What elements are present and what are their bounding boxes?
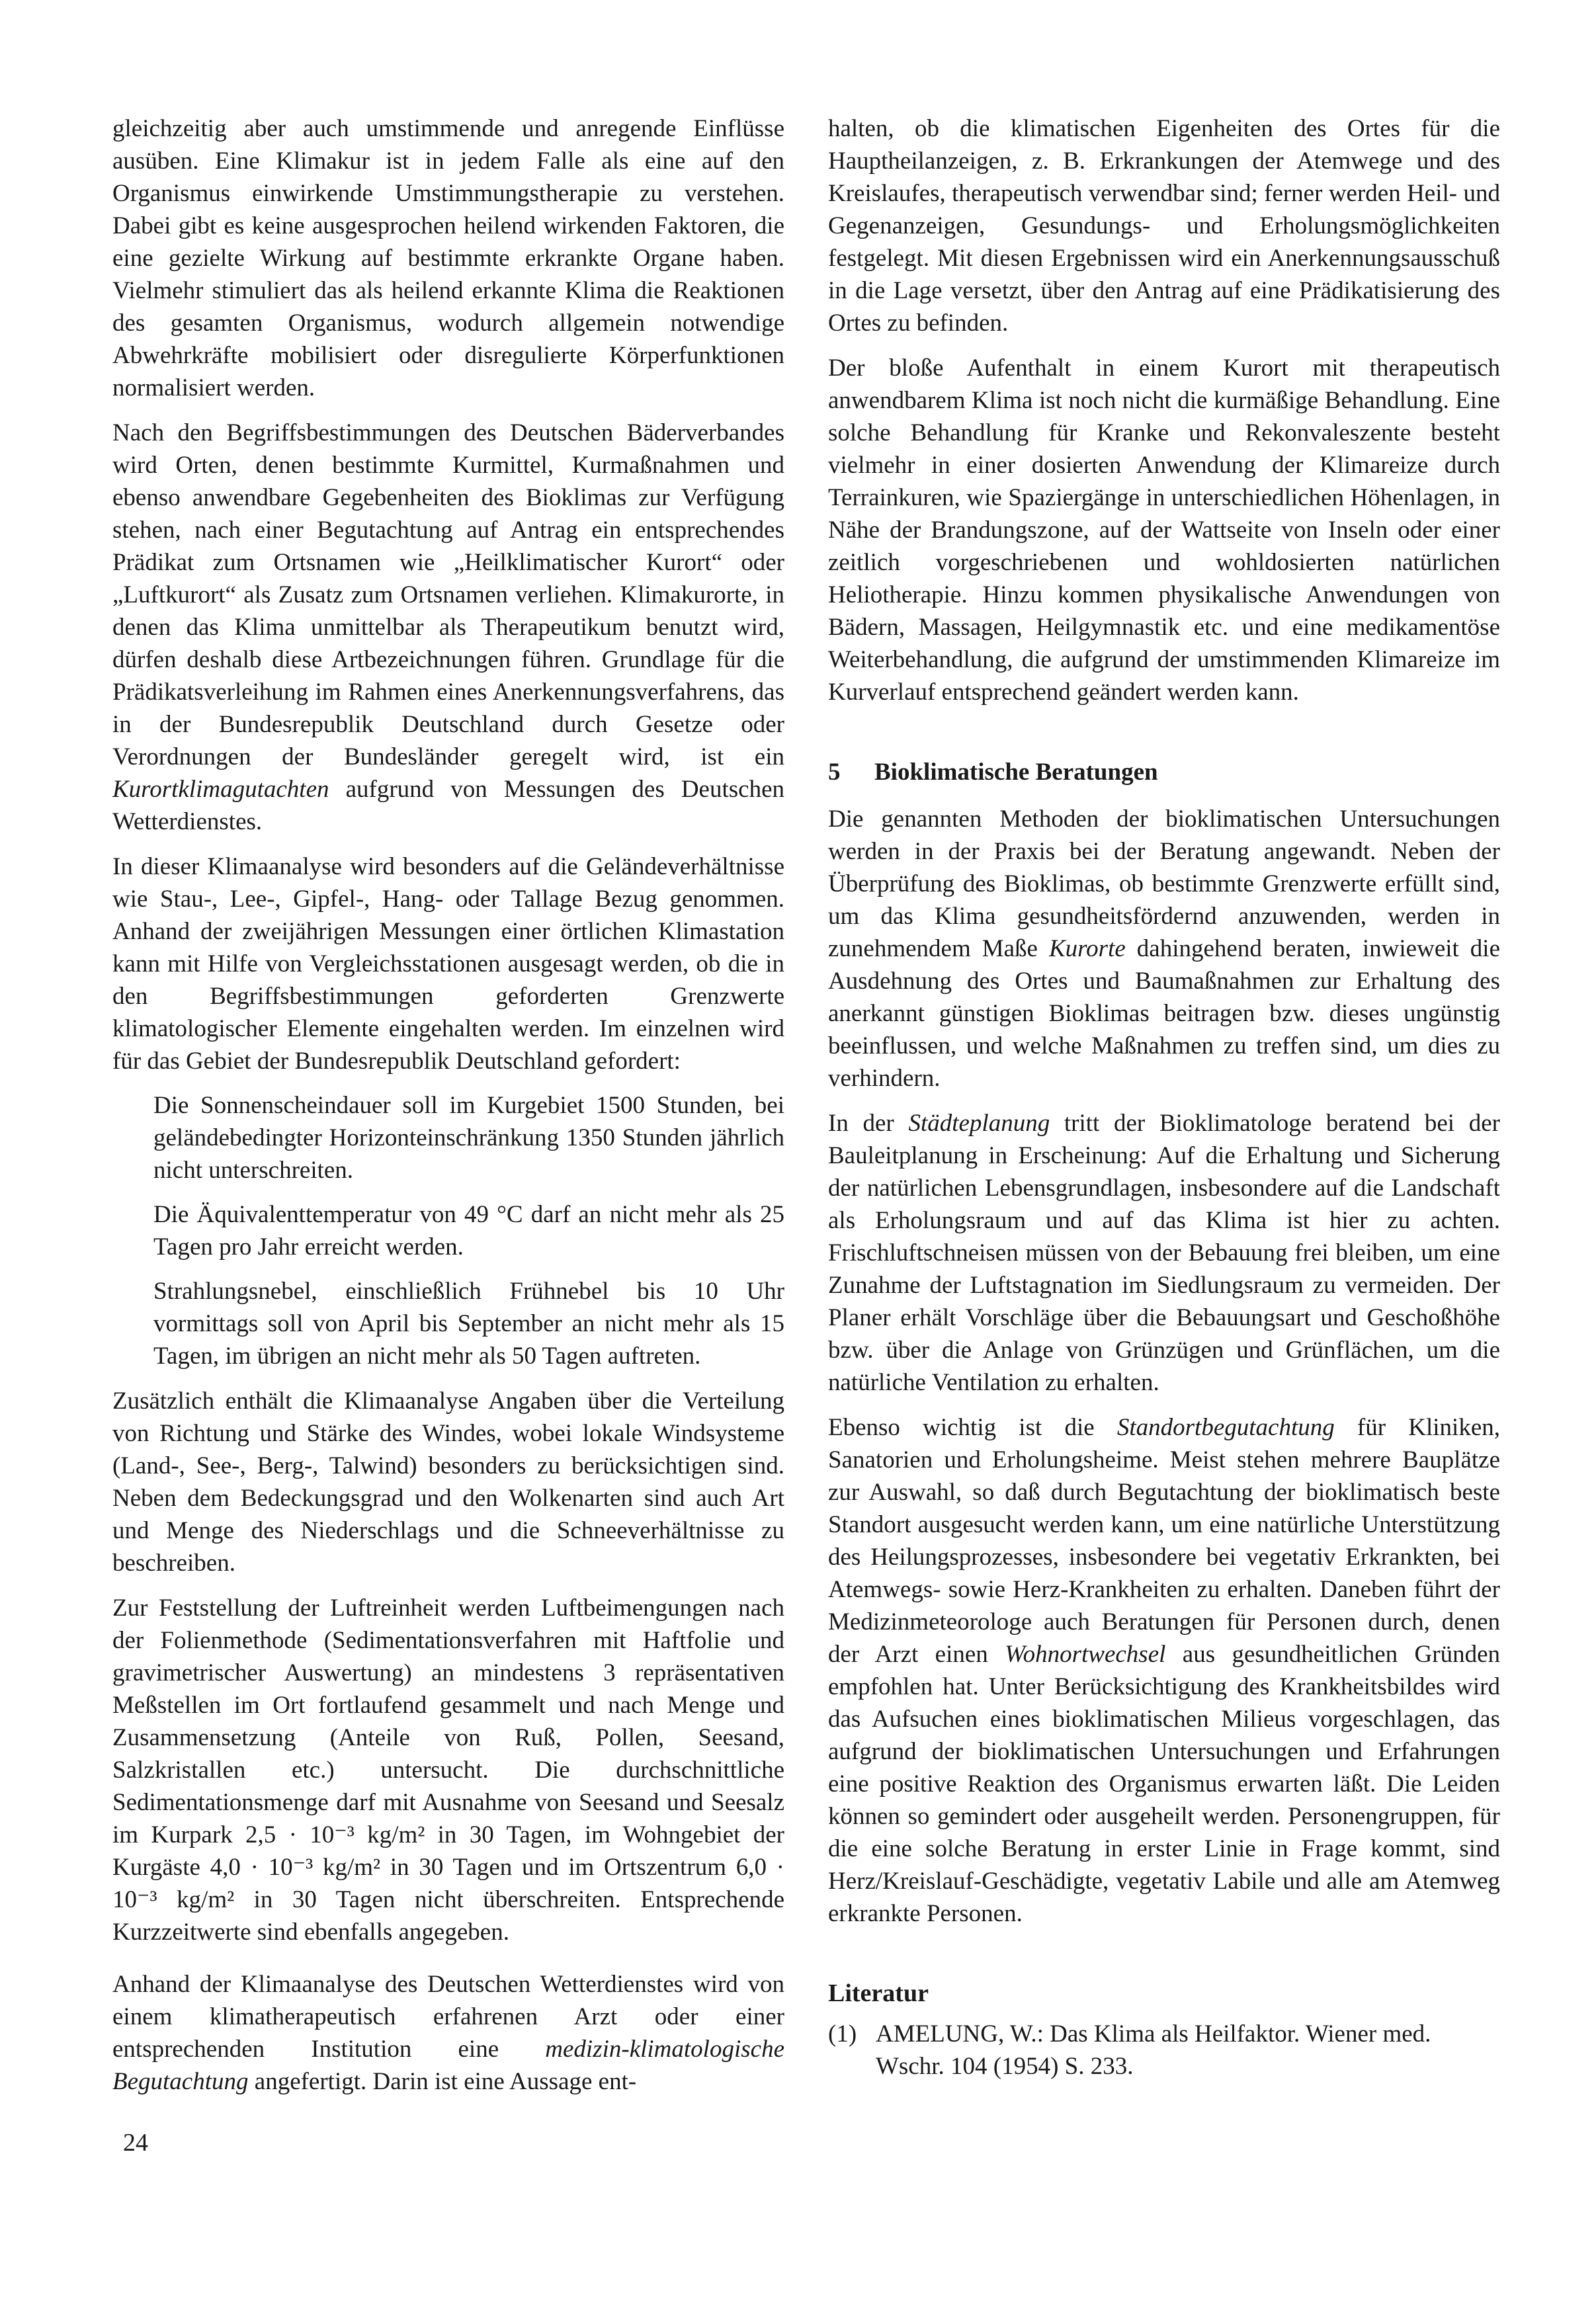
literature-heading: Literatur (828, 1979, 929, 2007)
section-title: Bioklimatische Beratungen (874, 759, 1158, 786)
right-column (828, 112, 1500, 2083)
paragraph: Zusätzlich enthält die Klimaanalyse Angaben über die Verteilung von Richtung und Stärke des Windes, wobei lokale Windsysteme (Land-, See-, Berg-, Talwind) besonders zu berücksichtigen sind. Neben dem Bedeckungsgrad und den Wolkenarten sind auch Art und Menge des Niederschlags und die Schneeverhältnisse zu beschreiben. (112, 1387, 784, 1577)
paragraph: Zur Feststellung der Luftreinheit werden Luftbeimengungen nach der Folienmethode (Sedimentationsverfahren mit Haftfolie und gravimetrischer Auswertung) an mindestens 3 repräsentativen Meßstellen im Ort fortlaufend gesammelt und nach Menge und Zusammensetzung (Anteile von Ruß, Pollen, Seesand, Salzkristallen etc.) untersucht. Die durchschnittliche Sedimentationsmenge darf mit Ausnahme von Seesand und Seesalz im Kurpark 2,5 · 10⁻³ kg/m² in 30 Tagen, im Wohngebiet der Kurgäste 4,0 · 10⁻³ kg/m² in 30 Tagen und im Ortszentrum 6,0 · 10⁻³ kg/m² in 30 Tagen nicht überschreiten. Entsprechende Kurzzeitwerte sind ebenfalls angegeben. (112, 1594, 784, 1946)
requirement-item: Strahlungsnebel, einschließlich Frühnebel bis 10 Uhr vormittags soll von April bis September an nicht mehr als 15 Tagen, im übrigen an nicht mehr als 50 Tagen auftreten. (153, 1278, 784, 1370)
requirement-item: Die Sonnenscheindauer soll im Kurgebiet 1500 Stunden, bei geländebedingter Horizonteinschränkung 1350 Stunden jährlich nicht unterschreiten. (153, 1092, 784, 1184)
section-number: 5 (828, 759, 841, 786)
paragraph: In dieser Klimaanalyse wird besonders auf die Geländeverhältnisse wie Stau-, Lee-, Gipfel-, Hang- oder Tallage Bezug genommen. Anhand der zweijährigen Messungen einer örtlichen Klimastation kann mit Hilfe von Vergleichsstationen ausgesagt werden, ob die in den Begriffsbestimmungen geforderten Grenzwerte klimatologischer Elemente eingehalten werden. Im einzelnen wird für das Gebiet der Bundesrepublik Deutschland gefordert: (112, 853, 784, 1075)
emphasis: Kurorte (1048, 935, 1126, 962)
paragraph: Der bloße Aufenthalt in einem Kurort mit therapeutisch anwendbarem Klima ist noch nicht die kurmäßige Behandlung. Eine solche Behandlung für Kranke und Rekonvaleszente besteht vielmehr in einer dosierten Anwendung der Klimareize durch Terrainkuren, wie Spaziergänge in unterschiedlichen Höhenlagen, in Nähe der Brandungszone, auf der Wattseite von Inseln oder einer zeitlich vorgeschriebenen und wohldosierten natürlichen Heliotherapie. Hinzu kommen physikalische Anwendungen von Bädern, Massagen, Heilgymnastik etc. und eine medikamentöse Weiterbehandlung, die aufgrund der umstimmenden Klimareize im Kurverlauf entsprechend geändert werden kann. (828, 354, 1500, 706)
paragraph: gleichzeitig aber auch umstimmende und anregende Einflüsse ausüben. Eine Klimakur ist in jedem Falle als eine auf den Organismus einwirkende Umstimmungstherapie zu verstehen. Dabei gibt es keine ausgesprochen heilend wirkenden Faktoren, die eine gezielte Wirkung auf bestimmte erkrankte Organe haben. Vielmehr stimuliert das als heilend erkannte Klima die Reaktionen des gesamten Organismus, wodurch allgemein notwendige Abwehrkräfte mobilisiert oder disregulierte Körperfunktionen normalisiert werden. (112, 115, 784, 401)
paragraph: Ebenso wichtig ist die Standortbegutachtung für Kliniken, Sanatorien und Erholungsheime. Meist stehen mehrere Bauplätze zur Auswahl, so daß durch Begutachtung der bioklimatisch beste Standort ausgesucht werden kann, um eine natürliche Unterstützung des Heilungsprozesses, insbesondere bei vegetativ Erkrankten, bei Atemwegs- sowie Herz-Krankheiten zu erhalten. Daneben führt der Medizinmeteorologe auch Beratungen für Personen durch, denen der Arzt einen Wohnortwechsel aus gesundheitlichen Gründen empfohlen hat. Unter Berücksichtigung des Krankheitsbildes wird das Aufsuchen eines bioklimatischen Milieus vorgeschlagen, das aufgrund der bioklimatischen Untersuchungen und Erfahrungen eine positive Reaktion des Organismus erwarten läßt. Die Leiden können so gemindert oder ausgeheilt werden. Personengruppen, für die eine solche Beratung in erster Linie in Frage kommt, sind Herz/Kreislauf-Geschädigte, vegetativ Labile und alle am Atemweg erkrankte Personen. (828, 1414, 1500, 1927)
reference-text: AMELUNG, W.: Das Klima als Heilfaktor. Wiener med. Wschr. 104 (1954) S. 233. (876, 2020, 1431, 2080)
paragraph: In der Städteplanung tritt der Bioklimatologe beratend bei der Bauleitplanung in Erscheinung: Auf die Erhaltung und Sicherung der natürlichen Lebensgrundlagen, insbesondere auf die Landschaft als Erholungsraum und auf das Klima ist hier zu achten. Frischluftschneisen müssen von der Bebauung frei bleiben, um eine Zunahme der Luftstagnation im Siedlungsraum zu vermeiden. Der Planer erhält Vorschläge über die Bebauungsart und Geschoßhöhe bzw. über die Anlage von Grünzügen und Grünflächen, um die natürliche Ventilation zu erhalten. (828, 1110, 1500, 1396)
emphasis: Kurortklimagutachten (112, 776, 329, 803)
page-number: 24 (123, 2129, 148, 2157)
emphasis: medizin-klimatologische Begutachtung (112, 2036, 784, 2095)
reference-number: (1) (828, 2020, 857, 2048)
emphasis: Standortbegutachtung (1116, 1414, 1335, 1441)
emphasis: Städteplanung (908, 1110, 1050, 1137)
emphasis: Wohnortwechsel (1005, 1641, 1166, 1668)
section-heading (828, 756, 1500, 788)
paragraph: Nach den Begriffsbestimmungen des Deutschen Bäderverbandes wird Orten, denen bestimmte Kurmittel, Kurmaßnahmen und ebenso anwendbare Gegebenheiten des Bioklimas zur Verfügung stehen, nach einer Begutachtung auf Antrag ein entsprechendes Prädikat zum Ortsnamen wie „Heilklimatischer Kurort“ oder „Luftkurort“ als Zusatz zum Ortsnamen verliehen. Klimakurorte, in denen das Klima unmittelbar als Therapeutikum benutzt wird, dürfen deshalb diese Artbezeichnungen führen. Grundlage für die Prädikatsverleihung im Rahmen eines Anerkennungsverfahrens, das in der Bundesrepublik Deutschland durch Gesetze oder Verordnungen der Bundesländer geregelt wird, ist ein Kurortklimagutachten aufgrund von Messungen des Deutschen Wetterdienstes. (112, 419, 784, 835)
paragraph: halten, ob die klimatischen Eigenheiten des Ortes für die Hauptheilanzeigen, z. B. Erkrankungen der Atemwege und des Kreislaufes, therapeutisch verwendbar sind; ferner werden Heil- und Gegenanzeigen, Gesundungs- und Erholungsmöglichkeiten festgelegt. Mit diesen Ergebnissen wird ein Anerkennungsausschuß in die Lage versetzt, über den Antrag auf eine Prädikatisierung des Ortes zu befinden. (828, 115, 1500, 337)
reference-item (828, 2018, 1500, 2083)
left-column (112, 112, 784, 2110)
paragraph: Anhand der Klimaanalyse des Deutschen Wetterdienstes wird von einem klimatherapeutisch erfahrenen Arzt oder einer entsprechenden Institution eine medizin-klimatologische Begutachtung angefertigt. Darin ist eine Aussage ent- (112, 1971, 784, 2095)
requirement-item: Die Äquivalenttemperatur von 49 °C darf an nicht mehr als 25 Tagen pro Jahr erreicht werden. (153, 1201, 784, 1261)
paragraph: Die genannten Methoden der bioklimatischen Untersuchungen werden in der Praxis bei der Beratung angewandt. Neben der Überprüfung des Bioklimas, ob bestimmte Grenzwerte erfüllt sind, um das Klima gesundheitsfördernd anzuwenden, werden in zunehmendem Maße Kurorte dahingehend beraten, inwieweit die Ausdehnung des Ortes und Baumaßnahmen zur Erhaltung des anerkannt günstigen Bioklimas beitragen bzw. dieses ungünstig beeinflussen, und welche Maßnahmen zu treffen sind, um dies zu verhindern. (828, 806, 1500, 1092)
